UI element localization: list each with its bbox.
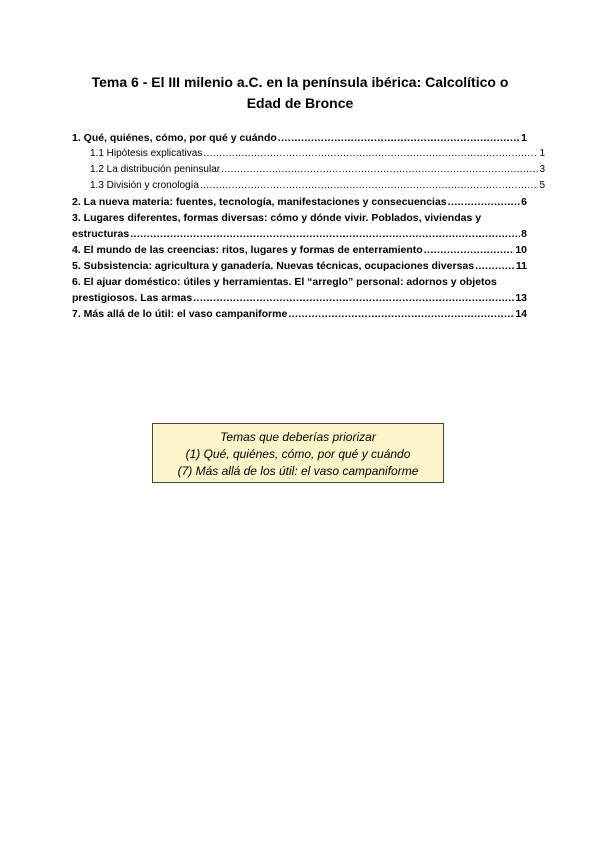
toc-entry-text: 1.3 División y cronología [90, 180, 199, 191]
toc-entry-text-line-1: 3. Lugares diferentes, formas diversas: cómo y dónde vivir. Poblados, viviendas y [72, 212, 482, 224]
title-line-1: Tema 6 - El III milenio a.C. en la península ibérica: Calcolítico o [91, 74, 509, 90]
toc-page-number: 13 [515, 292, 527, 304]
priority-note-box [152, 423, 444, 483]
note-item-1: (1) Qué, quiénes, cómo, por qué y cuándo [185, 447, 411, 461]
toc-entry-text-line-1: 6. El ajuar doméstico: útiles y herramientas. El “arreglo” personal: adornos y objetos [72, 276, 497, 288]
toc-leader [424, 242, 515, 258]
toc-leader [288, 306, 514, 322]
toc-entry-text-line-2: prestigiosos. Las armas [72, 292, 193, 304]
toc-entry-6[interactable] [72, 274, 527, 306]
table-of-contents [72, 130, 545, 322]
document-title [70, 72, 530, 114]
toc-page-number: 10 [515, 244, 527, 256]
toc-entry-1[interactable] [72, 130, 527, 146]
toc-entry-1-1[interactable] [72, 146, 545, 162]
note-heading: Temas que deberías priorizar [220, 430, 376, 444]
toc-entry-text: 2. La nueva materia: fuentes, tecnología, manifestaciones y consecuencias [72, 196, 447, 208]
toc-entry-7[interactable] [72, 306, 527, 322]
toc-entry-2[interactable] [72, 194, 527, 210]
note-item-7: (7) Más allá de los útil: el vaso campaniforme [177, 464, 419, 478]
toc-page-number: 8 [521, 228, 527, 240]
toc-entry-text: 1.2 La distribución peninsular [90, 164, 221, 175]
toc-entry-text: 4. El mundo de las creencias: ritos, lugares y formas de enterramiento [72, 244, 423, 256]
toc-leader [193, 290, 514, 306]
toc-entry-text: 7. Más allá de lo útil: el vaso campaniforme [72, 308, 288, 320]
toc-entry-1-3[interactable] [72, 178, 545, 194]
toc-entry-1-2[interactable] [72, 162, 545, 178]
toc-leader [221, 162, 538, 178]
toc-entry-3[interactable] [72, 210, 527, 242]
title-line-2: Edad de Bronce [246, 95, 354, 111]
toc-entry-5[interactable] [72, 258, 527, 274]
toc-entry-text: 5. Subsistencia: agricultura y ganadería. Nuevas técnicas, ocupaciones diversas [72, 260, 475, 272]
toc-page-number: 1 [539, 148, 545, 159]
toc-leader [130, 226, 520, 242]
toc-page-number: 5 [539, 180, 545, 191]
toc-leader [475, 258, 515, 274]
toc-page-number: 11 [515, 260, 527, 272]
toc-leader [278, 130, 520, 146]
toc-entry-text: 1.1 Hipótesis explicativas [90, 148, 203, 159]
toc-page-number: 6 [521, 196, 527, 208]
toc-page-number: 1 [521, 132, 527, 144]
toc-leader [200, 178, 538, 194]
toc-leader [448, 194, 521, 210]
toc-leader [203, 146, 538, 162]
toc-entry-4[interactable] [72, 242, 527, 258]
toc-entry-text-line-2: estructuras [72, 228, 130, 240]
toc-page-number: 14 [515, 308, 527, 320]
toc-entry-text: 1. Qué, quiénes, cómo, por qué y cuándo [72, 132, 277, 144]
toc-page-number: 3 [539, 164, 545, 175]
